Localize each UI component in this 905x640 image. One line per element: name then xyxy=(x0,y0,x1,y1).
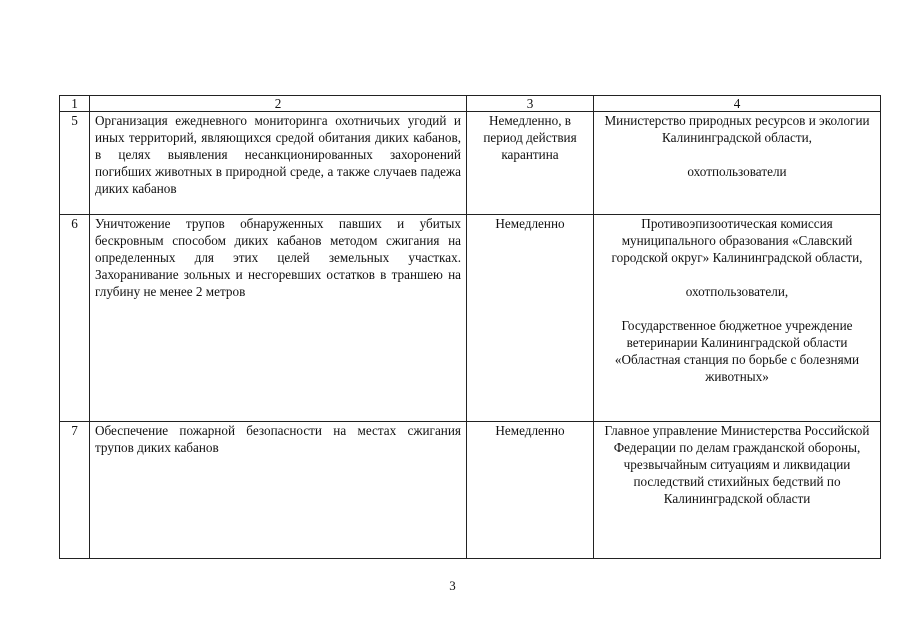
column-header-executors: 4 xyxy=(594,96,881,112)
executors-cell xyxy=(594,112,881,215)
row-number: 5 xyxy=(60,112,90,215)
executor-line: охотпользователи, xyxy=(685,284,789,299)
table-row xyxy=(60,112,881,215)
column-header-measure: 2 xyxy=(90,96,467,112)
column-header-number: 1 xyxy=(60,96,90,112)
row-number: 7 xyxy=(60,422,90,559)
table-header-row xyxy=(60,96,881,112)
row-number: 6 xyxy=(60,215,90,422)
table-row xyxy=(60,422,881,559)
executor-spacer xyxy=(599,146,875,163)
measures-table xyxy=(59,95,881,559)
executors-cell xyxy=(594,215,881,422)
column-header-term: 3 xyxy=(467,96,594,112)
executor-line: Главное управление Министерства Российской Федерации по делам гражданской обороны, чрезвычайным ситуациям и ликвидации последствий стихийных бедствий по Калининградской области xyxy=(604,423,870,506)
page-number: 3 xyxy=(449,578,456,593)
executor-line: охотпользователи xyxy=(687,164,787,179)
executor-spacer xyxy=(599,300,875,317)
measure-text: Обеспечение пожарной безопасности на местах сжигания трупов диких кабанов xyxy=(90,422,467,559)
measure-text: Организация ежедневного мониторинга охотничьих угодий и иных территорий, являющихся средой обитания диких кабанов, в целях выявления несанкционированных захоронений погибших животных в природной среде, а также случаев падежа диких кабанов xyxy=(90,112,467,215)
executor-line: Министерство природных ресурсов и экологии Калининградской области, xyxy=(604,113,870,145)
term-text: Немедленно xyxy=(467,422,594,559)
term-text: Немедленно xyxy=(467,215,594,422)
executor-spacer xyxy=(599,266,875,283)
executor-line: Государственное бюджетное учреждение ветеринарии Калининградской области «Областная станция по борьбе с болезнями животных» xyxy=(614,318,860,384)
term-text: Немедленно, в период действия карантина xyxy=(467,112,594,215)
executor-line: Противоэпизоотическая комиссия муниципального образования «Славский городской округ» Калининградской области, xyxy=(611,216,863,265)
measure-text: Уничтожение трупов обнаруженных павших и убитых бескровным способом диких кабанов методом сжигания на определенных для этих целей земельных участках. Захоранивание зольных и несгоревших остатков в траншею на глубину не менее 2 метров xyxy=(90,215,467,422)
executors-cell xyxy=(594,422,881,559)
table-row xyxy=(60,215,881,422)
